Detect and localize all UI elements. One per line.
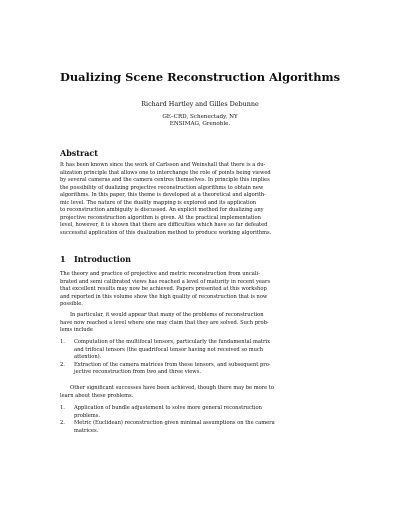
list-marker: 2. xyxy=(60,420,65,426)
abstract-line: mic level. The nature of the duality mapping is explored and its application xyxy=(60,199,257,206)
section-number: 1 xyxy=(60,254,66,264)
paragraph-line: possible. xyxy=(60,301,83,307)
paragraph-line: brated and semi calibrated views has reached a level of maturity in recent years xyxy=(60,278,271,285)
abstract-line: projective reconstruction algorithm is given. At the practical implementation xyxy=(60,214,261,221)
list-item xyxy=(60,420,342,435)
list-marker: 1. xyxy=(60,339,65,345)
section-heading xyxy=(60,254,131,264)
abstract-line: It has been known since the work of Carlsson and Weinshall that there is a du- xyxy=(60,162,266,168)
list-item-line: and trifocal tensors (the quadrifocal tensor having not received so much xyxy=(74,346,264,353)
abstract-line: algorithms. In this paper, this theme is developed at a theoretical and algorith- xyxy=(60,192,266,198)
paragraph-line: that excellent results may now be achieved. Papers presented at this workshop xyxy=(60,286,267,292)
abstract-line: the possibility of dualizing projective reconstruction algorithms to obtain new xyxy=(60,184,264,191)
intro-paragraph-3 xyxy=(60,385,342,400)
list-item-line: Metric (Euclidean) reconstruction given minimal assumptions on the camera xyxy=(74,420,275,426)
affiliation-1: GE–CRD, Schenectady, NY xyxy=(162,114,238,120)
section-title: Introduction xyxy=(74,254,131,264)
affiliation-2: ENSIMAG, Grenoble. xyxy=(169,121,231,127)
list-marker: 1. xyxy=(60,405,65,411)
abstract-line: by several cameras and the camera centres themselves. In principle this implies xyxy=(60,177,270,183)
list-item-line: jective reconstruction from two and three views. xyxy=(74,369,201,375)
solved-problems-list xyxy=(60,339,342,377)
list-item-line: matrices. xyxy=(74,427,99,434)
abstract-heading: Abstract xyxy=(60,148,98,158)
paragraph-line: have now reached a level where one may claim that they are solved. Such prob- xyxy=(60,319,269,326)
list-item-line: Computation of the multifocal tensors, particularly the fundamental matrix xyxy=(74,339,270,345)
list-item-line: Application of bundle adjustement to solve more general reconstruction xyxy=(74,405,262,411)
list-item xyxy=(60,339,342,362)
paragraph-line: lems include xyxy=(60,327,93,333)
abstract-line: successful application of this dualization method to produce working algorithms. xyxy=(60,229,272,236)
abstract-line: level, however, it is shown that there are difficulties which have so far defeated xyxy=(60,222,268,228)
list-item-line: attention). xyxy=(74,354,102,360)
paragraph-line: learn about these problems. xyxy=(60,392,134,399)
abstract-line: alization principle that allows one to interchange the role of points being viewed xyxy=(60,169,271,176)
paragraph-line: The theory and practice of projective and metric reconstruction from uncali- xyxy=(60,271,260,277)
abstract-line: to reconstruction ambiguity is discussed. An explicit method for dualizing any xyxy=(60,207,264,213)
abstract-body xyxy=(60,162,342,237)
list-item-line: Extraction of the camera matrices from these tensors, and subsequent pro- xyxy=(74,361,271,368)
paper-authors: Richard Hartley and Gilles Debunne xyxy=(141,100,259,108)
list-item-line: problems. xyxy=(74,412,100,419)
paragraph-line: Other significant successes have been achieved, though there may be more to xyxy=(70,385,274,391)
paper-title: Dualizing Scene Reconstruction Algorithms xyxy=(59,70,341,84)
intro-paragraph-1 xyxy=(60,271,342,309)
paragraph-line: In particular, it would appear that many of the problems of reconstruction xyxy=(70,312,264,318)
affiliations xyxy=(0,114,400,128)
paragraph-line: and reported in this volume show the high quality of reconstruction that is now xyxy=(60,293,268,300)
list-item xyxy=(60,405,342,420)
intro-paragraph-2 xyxy=(60,312,342,335)
list-marker: 2. xyxy=(60,361,65,368)
list-item xyxy=(60,362,342,377)
other-successes-list xyxy=(60,405,342,435)
